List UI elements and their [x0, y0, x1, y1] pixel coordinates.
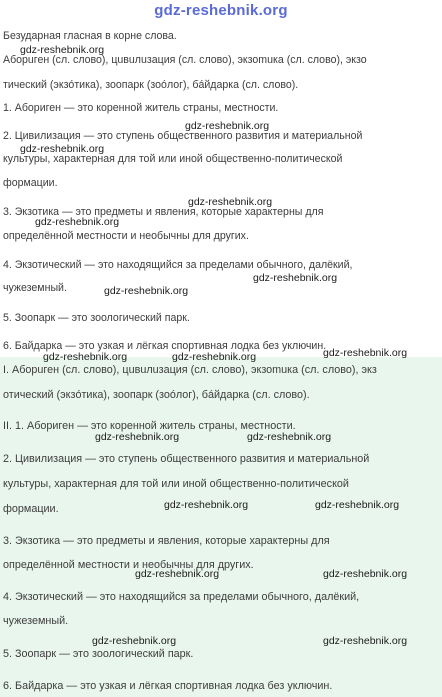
watermark: gdz-reshebnik.org — [185, 120, 270, 132]
watermark: gdz-reshebnik.org — [20, 44, 105, 56]
top-item-2: 2. Цивилизация — это ступень общественного развития и материальной — [3, 130, 363, 142]
watermark: gdz-reshebnik.org — [43, 351, 128, 363]
bottom-item-2-cont: культуры, характерная для той или иной общественно-политической — [3, 478, 349, 490]
watermark: gdz-reshebnik.org — [92, 635, 177, 647]
watermark: gdz-reshebnik.org — [323, 635, 408, 647]
bottom-item-1: II. 1. Абориген — это коренной житель страны, местности. — [3, 420, 296, 432]
site-watermark-header: gdz-reshebnik.org — [154, 2, 288, 19]
top-item-5: 5. Зоопарк — это зоологический парк. — [3, 312, 190, 324]
bottom-item-4: 4. Экзотический — это находящийся за пределами обычного, далёкий, — [3, 591, 360, 603]
top-item-3-cont: определённой местности и необычны для других. — [3, 230, 249, 242]
watermark: gdz-reshebnik.org — [135, 568, 220, 580]
watermark: gdz-reshebnik.org — [253, 272, 338, 284]
bottom-item-5: 5. Зоопарк — это зоологический парк. — [3, 648, 194, 660]
bottom-words-line-1: I. Абoрuген (сл. слово), цuвuлuзация (сл. слово), экзоmuка (сл. слово), экз — [3, 364, 377, 376]
bottom-item-3: 3. Экзотика — это предметы и явления, которые характерны для — [3, 535, 330, 547]
bottom-item-2-cont: формации. — [3, 503, 59, 515]
top-item-1: 1. Абориген — это коренной житель страны, местности. — [3, 102, 279, 114]
watermark: gdz-reshebnik.org — [172, 351, 257, 363]
bottom-item-2: 2. Цивилизация — это ступень общественного развития и материальной — [3, 453, 370, 465]
top-item-2-cont: формации. — [3, 177, 58, 189]
watermark: gdz-reshebnik.org — [315, 499, 400, 511]
top-item-3: 3. Экзотика — это предметы и явления, которые характерны для — [3, 206, 324, 218]
bottom-item-6: 6. Байдарка — это узкая и лёгкая спортивная лодка без уключин. — [3, 680, 333, 692]
watermark: gdz-reshebnik.org — [104, 285, 189, 297]
top-item-4: 4. Экзотический — это находящийся за пределами обычного, далёкий, — [3, 259, 353, 271]
bottom-item-3-cont: определённой местности и необычны для других. — [3, 559, 254, 571]
watermark: gdz-reshebnik.org — [323, 347, 408, 359]
top-item-4-cont: чужеземный. — [3, 282, 67, 294]
watermark: gdz-reshebnik.org — [323, 568, 408, 580]
top-item-2-cont: культуры, характерная для той или иной общественно-политической — [3, 153, 343, 165]
bottom-item-4-cont: чужеземный. — [3, 615, 69, 627]
watermark: gdz-reshebnik.org — [35, 216, 120, 228]
watermark: gdz-reshebnik.org — [95, 431, 180, 443]
watermark: gdz-reshebnik.org — [20, 143, 105, 155]
watermark: gdz-reshebnik.org — [164, 499, 249, 511]
watermark: gdz-reshebnik.org — [188, 196, 273, 208]
top-item-6: 6. Байдарка — это узкая и лёгкая спортивная лодка без уключин. — [3, 340, 327, 352]
bottom-words-line-2: отический (экзóтика), зоопарк (зоóлог), бáйдарка (сл. слово). — [3, 389, 310, 401]
top-words-line-2: тический (экзóтика), зоопарк (зоóлог), бáйдарка (сл. слово). — [3, 79, 299, 91]
top-words-line-1: Аборuген (сл. слово), цuвuлuзация (сл. слово), экзоmuка (сл. слово), экзо — [3, 54, 367, 66]
watermark: gdz-reshebnik.org — [247, 431, 332, 443]
section-title: Безударная гласная в корне слова. — [3, 30, 177, 42]
